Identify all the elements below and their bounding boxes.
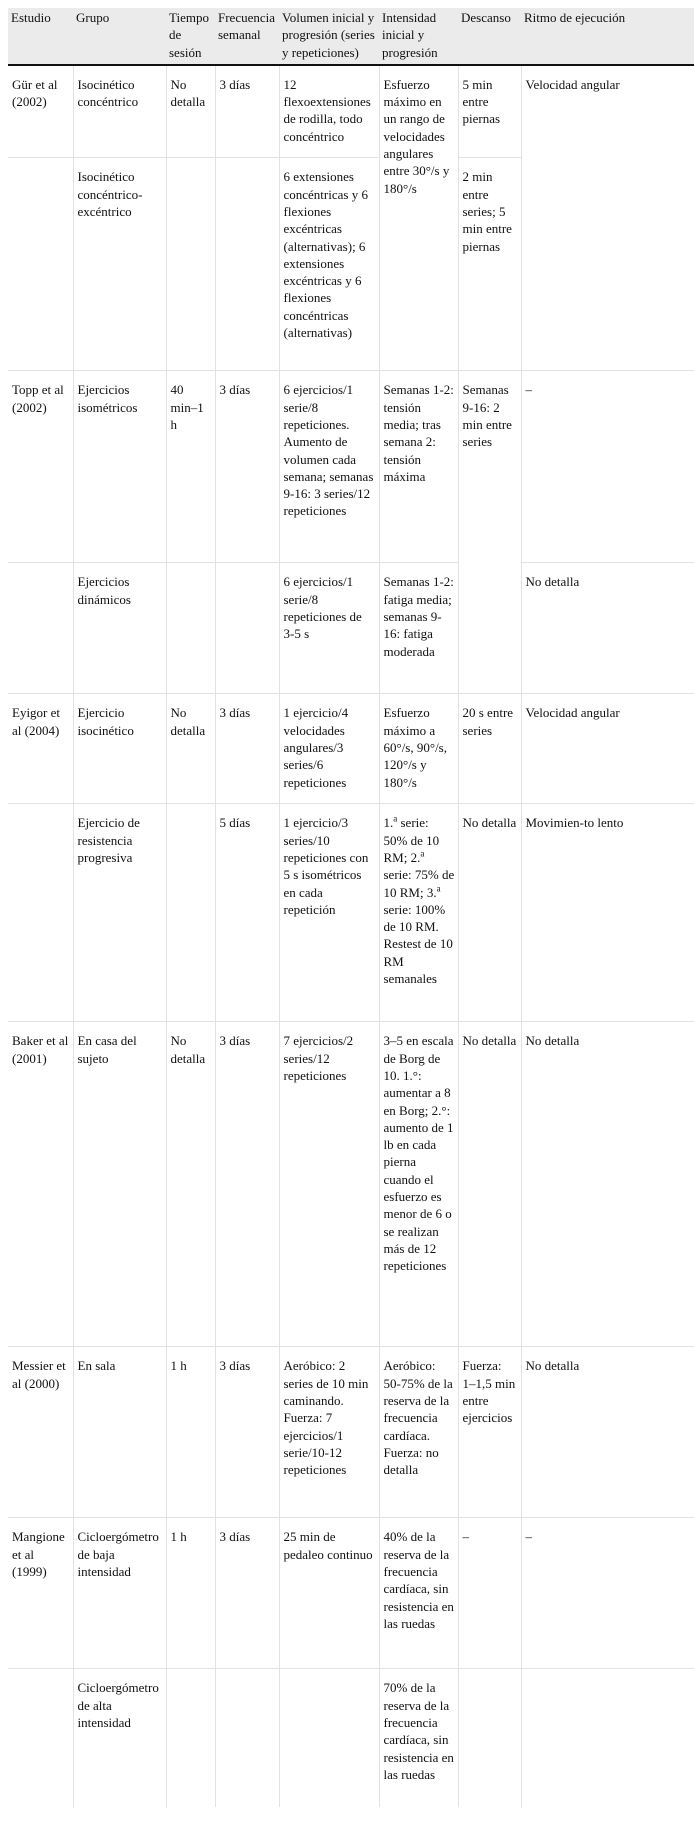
cell-intensidad: Semanas 1-2: tensión media; tras semana 2: tensión máxima [379, 371, 458, 563]
cell-ritmo [521, 1669, 694, 1807]
cell-descanso: – [458, 1518, 521, 1669]
cell-estudio: Mangione et al (1999) [8, 1518, 73, 1669]
cell-tiempo: No detalla [166, 65, 215, 158]
table-row [8, 371, 694, 563]
cell-volumen: 1 ejercicio/3 series/10 repeticiones con 5 s isométricos en cada repetición [279, 804, 379, 1022]
cell-volumen: 25 min de pedaleo continuo [279, 1518, 379, 1669]
cell-intensidad: Esfuerzo máximo a 60°/s, 90°/s, 120°/s y 180°/s [379, 694, 458, 804]
cell-estudio [8, 563, 73, 694]
cell-ritmo: – [521, 371, 694, 563]
superscript: a [420, 848, 425, 859]
cell-ritmo: No detalla [521, 563, 694, 694]
cell-tiempo [166, 1669, 215, 1807]
cell-descanso: 20 s entre series [458, 694, 521, 804]
header-volumen: Volumen inicial y progresión (series y repeticiones) [279, 8, 379, 65]
cell-frecuencia: 3 días [215, 1022, 279, 1347]
cell-frecuencia: 5 días [215, 804, 279, 1022]
text-fragment: serie: 50% de 10 RM; 2. [383, 815, 440, 865]
cell-intensidad: Aeróbico: 50-75% de la reserva de la frecuencia cardíaca. Fuerza: no detalla [379, 1347, 458, 1518]
cell-frecuencia [215, 158, 279, 371]
cell-frecuencia: 3 días [215, 1347, 279, 1518]
cell-frecuencia: 3 días [215, 1518, 279, 1669]
cell-tiempo [166, 563, 215, 694]
text-fragment: serie: 75% de 10 RM; 3. [383, 867, 455, 900]
text-fragment: serie: 100% de 10 RM. Restest de 10 RM semanales [383, 901, 453, 987]
cell-volumen: 1 ejercicio/4 velocidades angulares/3 series/6 repeticiones [279, 694, 379, 804]
header-tiempo: Tiempo de sesión [166, 8, 215, 65]
cell-volumen: 7 ejercicios/2 series/12 repeticiones [279, 1022, 379, 1347]
table-row [8, 1669, 694, 1807]
cell-descanso: 2 min entre series; 5 min entre piernas [458, 158, 521, 371]
cell-intensidad: 40% de la reserva de la frecuencia cardíaca, sin resistencia en las ruedas [379, 1518, 458, 1669]
superscript: a [436, 883, 441, 894]
cell-ritmo: Velocidad angular [521, 694, 694, 804]
cell-descanso: No detalla [458, 804, 521, 1022]
cell-grupo: Cicloergómetro de baja intensidad [73, 1518, 166, 1669]
cell-volumen [279, 1669, 379, 1807]
superscript: a [393, 814, 398, 825]
cell-frecuencia [215, 563, 279, 694]
cell-grupo: Isocinético concéntrico [73, 65, 166, 158]
cell-tiempo: 1 h [166, 1518, 215, 1669]
table-row [8, 694, 694, 804]
cell-frecuencia: 3 días [215, 65, 279, 158]
header-row [8, 8, 694, 65]
cell-intensidad: Esfuerzo máximo en un rango de velocidades angulares entre 30°/s y 180°/s [379, 65, 458, 371]
cell-grupo: Ejercicio isocinético [73, 694, 166, 804]
cell-estudio [8, 158, 73, 371]
cell-grupo: En casa del sujeto [73, 1022, 166, 1347]
cell-estudio: Eyigor et al (2004) [8, 694, 73, 804]
cell-grupo: Cicloergómetro de alta intensidad [73, 1669, 166, 1807]
cell-frecuencia: 3 días [215, 694, 279, 804]
cell-volumen: Aeróbico: 2 series de 10 min caminando. Fuerza: 7 ejercicios/1 serie/10-12 repeticiones [279, 1347, 379, 1518]
cell-frecuencia [215, 1669, 279, 1807]
table-row [8, 1022, 694, 1347]
table-row [8, 65, 694, 158]
header-ritmo: Ritmo de ejecución [521, 8, 694, 65]
cell-volumen: 6 ejercicios/1 serie/8 repeticiones de 3-5 s [279, 563, 379, 694]
cell-ritmo: – [521, 1518, 694, 1669]
cell-intensidad: 3–5 en escala de Borg de 10. 1.°: aumentar a 8 en Borg; 2.°: aumento de 1 lb en cada pierna cuando el esfuerzo es menor de 6 o se realizan más de 12 repeticiones [379, 1022, 458, 1347]
cell-tiempo: 40 min–1 h [166, 371, 215, 563]
cell-ritmo: No detalla [521, 1347, 694, 1518]
cell-tiempo [166, 804, 215, 1022]
cell-tiempo: No detalla [166, 694, 215, 804]
cell-intensidad: 70% de la reserva de la frecuencia cardíaca, sin resistencia en las ruedas [379, 1669, 458, 1807]
table-row [8, 1518, 694, 1669]
cell-descanso: No detalla [458, 1022, 521, 1347]
cell-ritmo: Movimien-to lento [521, 804, 694, 1022]
cell-estudio: Topp et al (2002) [8, 371, 73, 563]
cell-intensidad [379, 804, 458, 1022]
cell-grupo: Isocinético concéntrico-excéntrico [73, 158, 166, 371]
cell-ritmo: No detalla [521, 1022, 694, 1347]
cell-estudio: Messier et al (2000) [8, 1347, 73, 1518]
cell-frecuencia: 3 días [215, 371, 279, 563]
cell-grupo: En sala [73, 1347, 166, 1518]
cell-tiempo [166, 158, 215, 371]
training-programs-table [8, 8, 694, 1807]
cell-descanso: Semanas 9-16: 2 min entre series [458, 371, 521, 694]
cell-estudio [8, 804, 73, 1022]
cell-tiempo: No detalla [166, 1022, 215, 1347]
cell-estudio: Baker et al (2001) [8, 1022, 73, 1347]
cell-descanso: 5 min entre piernas [458, 65, 521, 158]
header-intensidad: Intensidad inicial y progresión [379, 8, 458, 65]
cell-ritmo: Velocidad angular [521, 65, 694, 371]
cell-grupo: Ejercicio de resistencia progresiva [73, 804, 166, 1022]
cell-intensidad: Semanas 1-2: fatiga media; semanas 9-16: fatiga moderada [379, 563, 458, 694]
cell-estudio [8, 1669, 73, 1807]
text-fragment: 1. [383, 815, 394, 831]
table-row [8, 1347, 694, 1518]
cell-volumen: 6 extensiones concéntricas y 6 flexiones excéntricas (alternativas); 6 extensiones excéntricas y 6 flexiones concéntricas (alternativas) [279, 158, 379, 371]
header-frecuencia: Frecuencia semanal [215, 8, 279, 65]
cell-tiempo: 1 h [166, 1347, 215, 1518]
cell-descanso [458, 1669, 521, 1807]
header-estudio: Estudio [8, 8, 73, 65]
cell-volumen: 6 ejercicios/1 serie/8 repeticiones. Aumento de volumen cada semana; semanas 9-16: 3 series/12 repeticiones [279, 371, 379, 563]
table-row [8, 804, 694, 1022]
cell-descanso: Fuerza: 1–1,5 min entre ejercicios [458, 1347, 521, 1518]
header-grupo: Grupo [73, 8, 166, 65]
table-row [8, 563, 694, 694]
header-descanso: Descanso [458, 8, 521, 65]
cell-grupo: Ejercicios isométricos [73, 371, 166, 563]
cell-grupo: Ejercicios dinámicos [73, 563, 166, 694]
cell-volumen: 12 flexoextensiones de rodilla, todo concéntrico [279, 65, 379, 158]
cell-estudio: Gür et al (2002) [8, 65, 73, 158]
